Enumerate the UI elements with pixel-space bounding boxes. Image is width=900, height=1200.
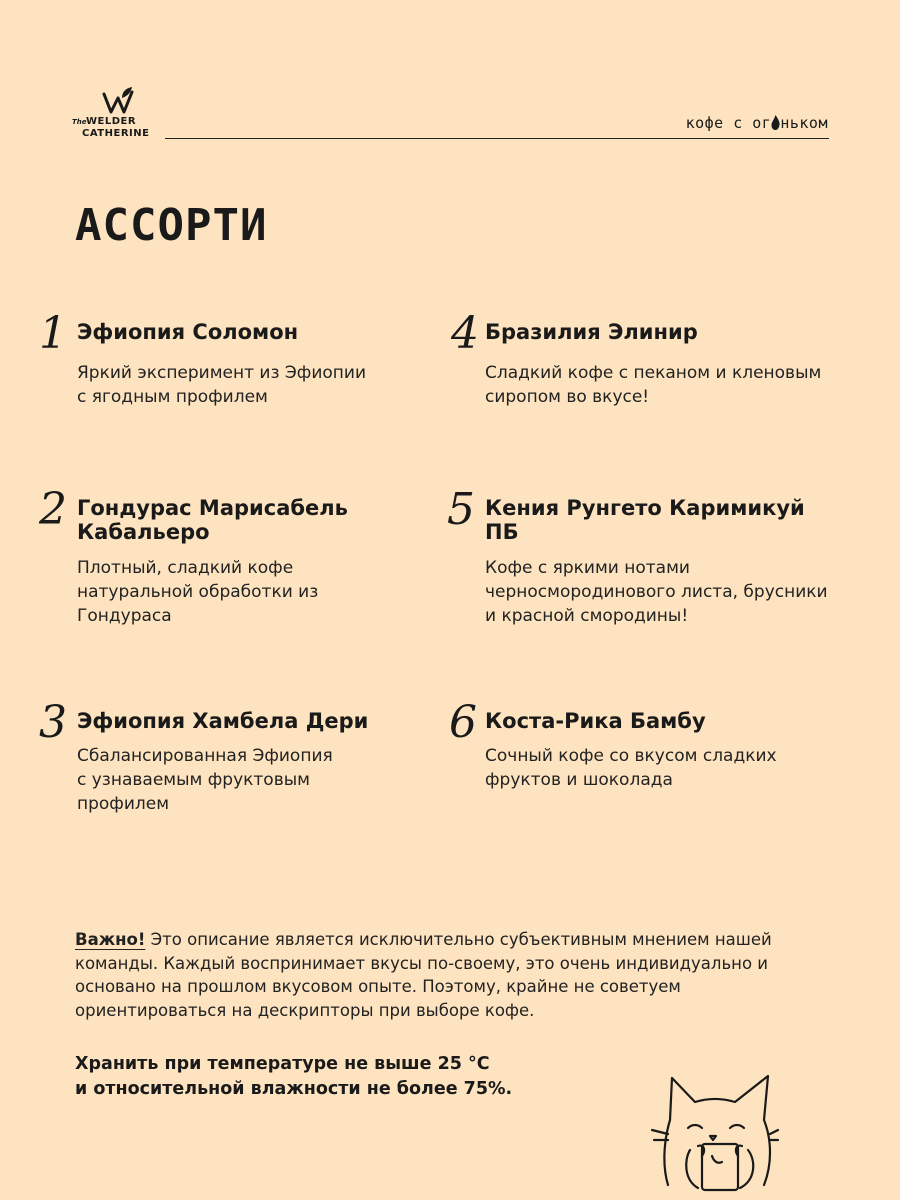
coffee-item-4 xyxy=(451,308,881,409)
item-number: 1 xyxy=(39,308,67,359)
item-number: 3 xyxy=(39,697,67,748)
item-number: 5 xyxy=(447,484,475,535)
item-description: Сбалансированная Эфиопия с узнаваемым фруктовым профилем xyxy=(77,746,333,814)
item-description: Кофе с яркими нотами черносмородинового листа, брусники и красной смородины! xyxy=(485,558,828,626)
item-name: Кения Рунгето Каримикуй ПБ xyxy=(485,496,805,544)
item-name: Эфиопия Хамбела Дери xyxy=(77,709,369,733)
header-divider xyxy=(165,138,829,139)
item-name: Бразилия Элинир xyxy=(485,320,698,344)
welder-logo-icon xyxy=(102,86,136,116)
coffee-item-1 xyxy=(39,308,473,409)
item-number: 2 xyxy=(39,484,67,535)
item-name: Коста-Рика Бамбу xyxy=(485,709,706,733)
important-label: Важно! xyxy=(75,930,146,949)
item-number: 6 xyxy=(449,697,477,748)
tagline-start: кофе с ог xyxy=(685,114,772,132)
coffee-item-2 xyxy=(39,484,473,628)
coffee-item-6 xyxy=(449,697,881,792)
important-note xyxy=(75,928,815,1022)
item-name: Гондурас Марисабель Кабальеро xyxy=(77,496,348,544)
brand-logo xyxy=(72,86,164,142)
brand-line2: CATHERINE xyxy=(82,128,150,139)
tagline xyxy=(686,114,828,132)
brand-line1: WELDER xyxy=(86,116,137,127)
item-name: Эфиопия Соломон xyxy=(77,320,299,344)
brand-the: The xyxy=(72,118,87,126)
storage-conditions: Хранить при температуре не выше 25 °С и относительной влажности не более 75%. xyxy=(75,1054,513,1099)
page-title: АССОРТИ xyxy=(75,200,268,251)
cat-drinking-coffee-icon xyxy=(640,1070,780,1195)
item-description: Плотный, сладкий кофе натуральной обработки из Гондураса xyxy=(77,558,319,626)
note-text: Это описание является исключительно субъективным мнением нашей команды. Каждый воспринимает вкусы по-своему, это очень индивидуально и основано на прошлом вкусовом опыте. Поэтому, крайне не советуем ориентироваться на дескрипторы при выборе кофе. xyxy=(75,930,772,1020)
item-description: Яркий эксперимент из Эфиопии с ягодным профилем xyxy=(77,363,366,407)
coffee-item-3 xyxy=(39,697,473,816)
tagline-end: ньком xyxy=(780,114,828,132)
item-description: Сочный кофе со вкусом сладких фруктов и шоколада xyxy=(485,746,777,790)
item-number: 4 xyxy=(451,308,479,359)
flame-icon xyxy=(771,115,780,130)
coffee-item-5 xyxy=(447,484,871,628)
item-description: Сладкий кофе с пеканом и кленовым сиропом во вкусе! xyxy=(485,363,822,407)
